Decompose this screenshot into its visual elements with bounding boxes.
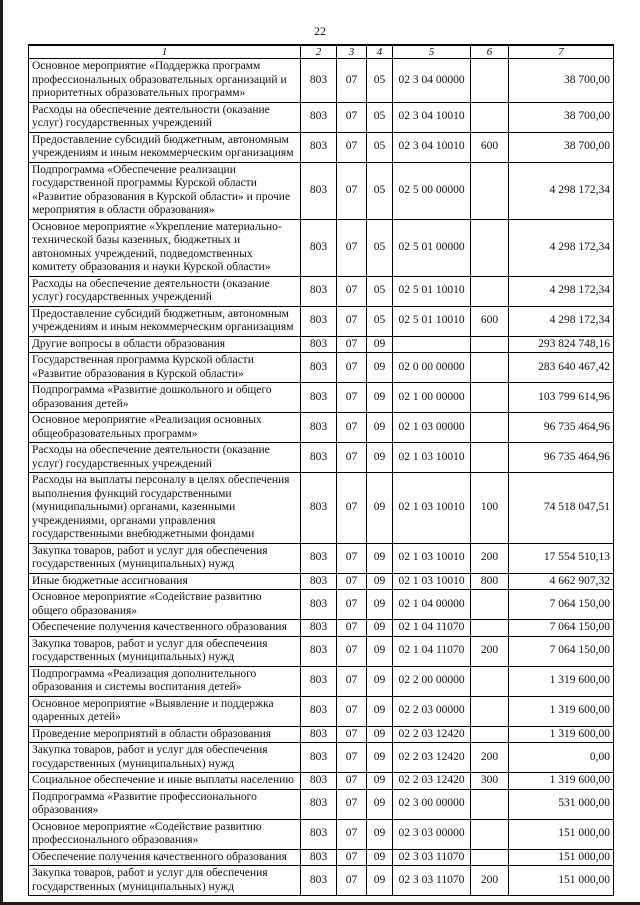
amount-cell: 74 518 047,51	[509, 473, 614, 544]
amount-cell: 38 700,00	[509, 102, 614, 132]
expense-type-cell: 200	[471, 636, 509, 666]
table-row	[29, 789, 614, 819]
target-article-cell: 02 0 00 00000	[393, 353, 471, 383]
grbs-code-cell: 803	[301, 336, 337, 353]
target-article-cell: 02 1 04 11070	[393, 636, 471, 666]
amount-cell: 531 000,00	[509, 789, 614, 819]
section-code-cell: 07	[337, 636, 367, 666]
table-row	[29, 866, 614, 896]
table-row	[29, 773, 614, 790]
expense-type-cell: 800	[471, 573, 509, 590]
expense-type-cell	[471, 102, 509, 132]
amount-cell: 7 064 150,00	[509, 620, 614, 637]
subsection-code-cell: 09	[367, 543, 393, 573]
amount-cell: 293 824 748,16	[509, 336, 614, 353]
table-row	[29, 162, 614, 219]
subsection-code-cell: 09	[367, 443, 393, 473]
page-number: 22	[314, 24, 326, 38]
expense-type-cell	[471, 383, 509, 413]
expense-type-cell	[471, 413, 509, 443]
target-article-cell: 02 3 03 00000	[393, 819, 471, 849]
target-article-cell: 02 2 03 12420	[393, 726, 471, 743]
expense-type-cell	[471, 620, 509, 637]
table-header-row	[29, 45, 614, 59]
grbs-code-cell: 803	[301, 473, 337, 544]
subsection-code-cell: 05	[367, 59, 393, 103]
grbs-code-cell: 803	[301, 590, 337, 620]
section-code-cell: 07	[337, 743, 367, 773]
table-row	[29, 336, 614, 353]
table-row	[29, 726, 614, 743]
expense-type-cell: 100	[471, 473, 509, 544]
table-row	[29, 543, 614, 573]
table-row	[29, 473, 614, 544]
subsection-code-cell: 09	[367, 743, 393, 773]
section-code-cell: 07	[337, 383, 367, 413]
section-code-cell: 07	[337, 473, 367, 544]
amount-cell: 103 799 614,96	[509, 383, 614, 413]
expense-type-cell	[471, 353, 509, 383]
section-code-cell: 07	[337, 336, 367, 353]
table-row	[29, 132, 614, 162]
expense-type-cell	[471, 219, 509, 276]
name-cell: Обеспечение получения качественного образования	[29, 620, 301, 637]
amount-cell: 96 735 464,96	[509, 443, 614, 473]
expense-type-cell: 600	[471, 132, 509, 162]
subsection-code-cell: 09	[367, 473, 393, 544]
target-article-cell: 02 1 04 00000	[393, 590, 471, 620]
expense-type-cell: 200	[471, 543, 509, 573]
amount-cell: 151 000,00	[509, 849, 614, 866]
target-article-cell: 02 3 03 11070	[393, 849, 471, 866]
section-code-cell: 07	[337, 443, 367, 473]
table-row	[29, 443, 614, 473]
target-article-cell: 02 1 03 00000	[393, 413, 471, 443]
expense-type-cell	[471, 726, 509, 743]
name-cell: Основное мероприятие «Реализация основных общеобразовательных программ»	[29, 413, 301, 443]
expense-type-cell	[471, 590, 509, 620]
grbs-code-cell: 803	[301, 789, 337, 819]
section-code-cell: 07	[337, 59, 367, 103]
subsection-code-cell: 05	[367, 102, 393, 132]
target-article-cell: 02 3 04 10010	[393, 132, 471, 162]
name-cell: Подпрограмма «Развитие профессионального образования»	[29, 789, 301, 819]
grbs-code-cell: 803	[301, 743, 337, 773]
subsection-code-cell: 05	[367, 219, 393, 276]
name-cell: Основное мероприятие «Выявление и поддержка одаренных детей»	[29, 696, 301, 726]
grbs-code-cell: 803	[301, 819, 337, 849]
grbs-code-cell: 803	[301, 383, 337, 413]
expense-type-cell: 200	[471, 743, 509, 773]
target-article-cell: 02 2 03 12420	[393, 743, 471, 773]
section-code-cell: 07	[337, 276, 367, 306]
grbs-code-cell: 803	[301, 162, 337, 219]
subsection-code-cell: 05	[367, 306, 393, 336]
section-code-cell: 07	[337, 849, 367, 866]
budget-table-body	[29, 59, 614, 896]
amount-cell: 4 298 172,34	[509, 306, 614, 336]
amount-cell: 96 735 464,96	[509, 413, 614, 443]
amount-cell: 7 064 150,00	[509, 590, 614, 620]
amount-cell: 151 000,00	[509, 866, 614, 896]
name-cell: Подпрограмма «Реализация дополнительного образования и системы воспитания детей»	[29, 666, 301, 696]
subsection-code-cell: 09	[367, 353, 393, 383]
table-row	[29, 666, 614, 696]
target-article-cell: 02 1 03 10010	[393, 573, 471, 590]
name-cell: Закупка товаров, работ и услуг для обеспечения государственных (муниципальных) нужд	[29, 636, 301, 666]
expense-type-cell	[471, 666, 509, 696]
amount-cell: 1 319 600,00	[509, 666, 614, 696]
column-header-6: 6	[471, 45, 509, 59]
amount-cell: 4 298 172,34	[509, 219, 614, 276]
name-cell: Основное мероприятие «Содействие развитию общего образования»	[29, 590, 301, 620]
column-header-7: 7	[509, 45, 614, 59]
column-header-4: 4	[367, 45, 393, 59]
section-code-cell: 07	[337, 696, 367, 726]
amount-cell: 4 298 172,34	[509, 276, 614, 306]
column-header-1: 1	[29, 45, 301, 59]
amount-cell: 1 319 600,00	[509, 696, 614, 726]
table-row	[29, 590, 614, 620]
name-cell: Закупка товаров, работ и услуг для обеспечения государственных (муниципальных) нужд	[29, 543, 301, 573]
grbs-code-cell: 803	[301, 620, 337, 637]
name-cell: Основное мероприятие «Поддержка программ профессиональных образовательных организаций и приоритетных образовательных программ»	[29, 59, 301, 103]
table-row	[29, 696, 614, 726]
name-cell: Иные бюджетные ассигнования	[29, 573, 301, 590]
column-header-5: 5	[393, 45, 471, 59]
amount-cell: 1 319 600,00	[509, 773, 614, 790]
amount-cell: 1 319 600,00	[509, 726, 614, 743]
subsection-code-cell: 05	[367, 132, 393, 162]
name-cell: Обеспечение получения качественного образования	[29, 849, 301, 866]
subsection-code-cell: 09	[367, 413, 393, 443]
table-row	[29, 620, 614, 637]
grbs-code-cell: 803	[301, 866, 337, 896]
section-code-cell: 07	[337, 666, 367, 696]
expense-type-cell	[471, 59, 509, 103]
name-cell: Расходы на выплаты персоналу в целях обеспечения выполнения функций государственными (муниципальными) органами, казенными учреждениями, органами управления государственными внебюджетными фондами	[29, 473, 301, 544]
table-row	[29, 573, 614, 590]
amount-cell: 7 064 150,00	[509, 636, 614, 666]
name-cell: Предоставление субсидий бюджетным, автономным учреждениям и иным некоммерческим организациям	[29, 306, 301, 336]
expense-type-cell	[471, 849, 509, 866]
grbs-code-cell: 803	[301, 573, 337, 590]
name-cell: Расходы на обеспечение деятельности (оказание услуг) государственных учреждений	[29, 443, 301, 473]
section-code-cell: 07	[337, 353, 367, 383]
target-article-cell: 02 5 00 00000	[393, 162, 471, 219]
amount-cell: 38 700,00	[509, 132, 614, 162]
scan-artifact-left	[0, 0, 3, 905]
expense-type-cell: 300	[471, 773, 509, 790]
table-row	[29, 59, 614, 103]
expense-type-cell	[471, 819, 509, 849]
name-cell: Расходы на обеспечение деятельности (оказание услуг) государственных учреждений	[29, 102, 301, 132]
section-code-cell: 07	[337, 789, 367, 819]
table-row	[29, 276, 614, 306]
section-code-cell: 07	[337, 620, 367, 637]
subsection-code-cell: 09	[367, 573, 393, 590]
target-article-cell: 02 1 03 10010	[393, 443, 471, 473]
section-code-cell: 07	[337, 413, 367, 443]
subsection-code-cell: 09	[367, 620, 393, 637]
section-code-cell: 07	[337, 162, 367, 219]
grbs-code-cell: 803	[301, 636, 337, 666]
section-code-cell: 07	[337, 543, 367, 573]
target-article-cell: 02 3 04 10010	[393, 102, 471, 132]
table-row	[29, 219, 614, 276]
name-cell: Подпрограмма «Развитие дошкольного и общего образования детей»	[29, 383, 301, 413]
subsection-code-cell: 09	[367, 773, 393, 790]
grbs-code-cell: 803	[301, 543, 337, 573]
subsection-code-cell: 09	[367, 590, 393, 620]
amount-cell: 283 640 467,42	[509, 353, 614, 383]
name-cell: Другие вопросы в области образования	[29, 336, 301, 353]
name-cell: Основное мероприятие «Укрепление материально-технической базы казенных, бюджетных и автономных учреждений, подведомственных комитету образования и науки Курской области»	[29, 219, 301, 276]
name-cell: Предоставление субсидий бюджетным, автономным учреждениям и иным некоммерческим организациям	[29, 132, 301, 162]
section-code-cell: 07	[337, 573, 367, 590]
table-row	[29, 383, 614, 413]
target-article-cell: 02 3 03 11070	[393, 866, 471, 896]
column-header-2: 2	[301, 45, 337, 59]
grbs-code-cell: 803	[301, 726, 337, 743]
expense-type-cell	[471, 789, 509, 819]
amount-cell: 4 662 907,32	[509, 573, 614, 590]
expense-type-cell	[471, 696, 509, 726]
target-article-cell: 02 1 03 10010	[393, 473, 471, 544]
name-cell: Закупка товаров, работ и услуг для обеспечения государственных (муниципальных) нужд	[29, 743, 301, 773]
subsection-code-cell: 09	[367, 866, 393, 896]
name-cell: Закупка товаров, работ и услуг для обеспечения государственных (муниципальных) нужд	[29, 866, 301, 896]
table-row	[29, 306, 614, 336]
subsection-code-cell: 09	[367, 789, 393, 819]
section-code-cell: 07	[337, 590, 367, 620]
target-article-cell: 02 3 04 00000	[393, 59, 471, 103]
target-article-cell: 02 1 03 10010	[393, 543, 471, 573]
grbs-code-cell: 803	[301, 666, 337, 696]
subsection-code-cell: 09	[367, 696, 393, 726]
expense-type-cell: 200	[471, 866, 509, 896]
column-header-3: 3	[337, 45, 367, 59]
table-row	[29, 743, 614, 773]
grbs-code-cell: 803	[301, 59, 337, 103]
target-article-cell: 02 2 00 00000	[393, 666, 471, 696]
grbs-code-cell: 803	[301, 413, 337, 443]
grbs-code-cell: 803	[301, 306, 337, 336]
name-cell: Проведение мероприятий в области образования	[29, 726, 301, 743]
amount-cell: 4 298 172,34	[509, 162, 614, 219]
section-code-cell: 07	[337, 866, 367, 896]
target-article-cell: 02 2 03 12420	[393, 773, 471, 790]
name-cell: Государственная программа Курской области «Развитие образования в Курской области»	[29, 353, 301, 383]
table-row	[29, 413, 614, 443]
amount-cell: 151 000,00	[509, 819, 614, 849]
section-code-cell: 07	[337, 102, 367, 132]
amount-cell: 17 554 510,13	[509, 543, 614, 573]
target-article-cell: 02 5 01 10010	[393, 276, 471, 306]
subsection-code-cell: 09	[367, 666, 393, 696]
section-code-cell: 07	[337, 726, 367, 743]
expense-type-cell	[471, 443, 509, 473]
section-code-cell: 07	[337, 219, 367, 276]
table-row	[29, 353, 614, 383]
target-article-cell: 02 5 01 00000	[393, 219, 471, 276]
amount-cell: 0,00	[509, 743, 614, 773]
subsection-code-cell: 09	[367, 383, 393, 413]
target-article-cell: 02 3 00 00000	[393, 789, 471, 819]
table-row	[29, 849, 614, 866]
grbs-code-cell: 803	[301, 219, 337, 276]
section-code-cell: 07	[337, 773, 367, 790]
target-article-cell: 02 2 03 00000	[393, 696, 471, 726]
section-code-cell: 07	[337, 132, 367, 162]
section-code-cell: 07	[337, 819, 367, 849]
section-code-cell: 07	[337, 306, 367, 336]
target-article-cell: 02 5 01 10010	[393, 306, 471, 336]
expense-type-cell: 600	[471, 306, 509, 336]
subsection-code-cell: 09	[367, 636, 393, 666]
table-row	[29, 636, 614, 666]
grbs-code-cell: 803	[301, 849, 337, 866]
subsection-code-cell: 09	[367, 726, 393, 743]
subsection-code-cell: 05	[367, 162, 393, 219]
expense-type-cell	[471, 276, 509, 306]
name-cell: Социальное обеспечение и иные выплаты населению	[29, 773, 301, 790]
subsection-code-cell: 09	[367, 819, 393, 849]
name-cell: Основное мероприятие «Содействие развитию профессионального образования»	[29, 819, 301, 849]
subsection-code-cell: 05	[367, 276, 393, 306]
subsection-code-cell: 09	[367, 849, 393, 866]
grbs-code-cell: 803	[301, 696, 337, 726]
grbs-code-cell: 803	[301, 132, 337, 162]
grbs-code-cell: 803	[301, 443, 337, 473]
grbs-code-cell: 803	[301, 102, 337, 132]
target-article-cell: 02 1 00 00000	[393, 383, 471, 413]
name-cell: Подпрограмма «Обеспечение реализации государственной программы Курской области «Развитие образования в Курской области» и прочие мероприятия в области образования»	[29, 162, 301, 219]
grbs-code-cell: 803	[301, 276, 337, 306]
budget-table	[28, 44, 614, 896]
table-row	[29, 102, 614, 132]
target-article-cell	[393, 336, 471, 353]
name-cell: Расходы на обеспечение деятельности (оказание услуг) государственных учреждений	[29, 276, 301, 306]
expense-type-cell	[471, 336, 509, 353]
subsection-code-cell: 09	[367, 336, 393, 353]
target-article-cell: 02 1 04 11070	[393, 620, 471, 637]
table-row	[29, 819, 614, 849]
grbs-code-cell: 803	[301, 353, 337, 383]
expense-type-cell	[471, 162, 509, 219]
amount-cell: 38 700,00	[509, 59, 614, 103]
grbs-code-cell: 803	[301, 773, 337, 790]
